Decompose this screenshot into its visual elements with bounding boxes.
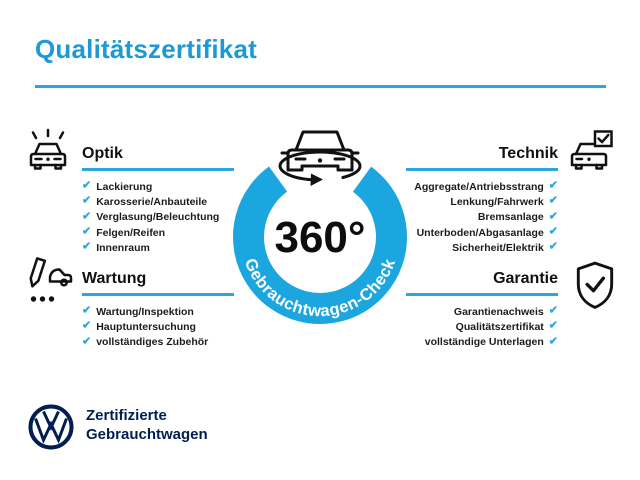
check-icon: ✔ — [548, 319, 558, 332]
list-item-label: Lackierung — [96, 180, 153, 193]
check-icon: ✔ — [548, 335, 558, 348]
car-shine-icon — [23, 127, 73, 179]
list-item-label: Bremsanlage — [477, 211, 544, 224]
section-heading-garantie: Garantie — [493, 270, 558, 287]
pencil-checklist-icon — [23, 256, 73, 306]
vw-logo — [27, 403, 75, 451]
check-icon: ✔ — [548, 304, 558, 317]
brand-claim — [86, 406, 208, 444]
car-rotate-icon — [280, 132, 360, 186]
list-item-label: vollständige Unterlagen — [424, 336, 544, 349]
check-icon: ✔ — [82, 319, 92, 332]
check-icon: ✔ — [82, 210, 92, 223]
list-item-label: Verglasung/Beleuchtung — [96, 211, 220, 224]
list-item-label: Karosserie/Anbauteile — [96, 195, 208, 208]
shield-check-icon — [574, 261, 616, 309]
list-item-label: Qualitätszertifikat — [455, 320, 544, 333]
check-icon: ✔ — [82, 335, 92, 348]
list-item-label: Unterboden/Abgasanlage — [416, 226, 544, 239]
check-icon: ✔ — [548, 194, 558, 207]
car-checkbox-icon — [566, 127, 616, 177]
check-icon: ✔ — [548, 179, 558, 192]
list-item-label: Sicherheit/Elektrik — [452, 241, 544, 254]
list-item-label: Felgen/Reifen — [96, 226, 166, 239]
check-icon: ✔ — [82, 194, 92, 207]
title-divider — [35, 85, 606, 88]
brand-line2: Gebrauchtwagen — [86, 426, 208, 443]
check-icon: ✔ — [82, 304, 92, 317]
section-heading-wartung: Wartung — [82, 270, 147, 287]
badge-value: 360° — [274, 213, 366, 262]
list-item-label: Aggregate/Antriebsstrang — [414, 180, 544, 193]
list-item-label: Garantienachweis — [453, 305, 544, 318]
badge-360 — [210, 120, 430, 345]
check-icon: ✔ — [548, 210, 558, 223]
list-item-label: Wartung/Inspektion — [96, 305, 194, 318]
section-heading-optik: Optik — [82, 145, 123, 162]
check-icon: ✔ — [548, 225, 558, 238]
check-icon: ✔ — [82, 240, 92, 253]
check-icon: ✔ — [82, 225, 92, 238]
section-heading-technik: Technik — [498, 145, 558, 162]
list-item-label: vollständiges Zubehör — [96, 336, 209, 349]
list-item-label: Innenraum — [96, 241, 150, 254]
brand-line1: Zertifizierte — [86, 407, 167, 424]
list-item-label: Lenkung/Fahrwerk — [450, 195, 544, 208]
page-title: Qualitätszertifikat — [35, 34, 257, 64]
check-icon: ✔ — [82, 179, 92, 192]
badge-ring-label: Gebrauchtwagen-Check — [240, 255, 400, 321]
list-item-label: Hauptuntersuchung — [96, 320, 196, 333]
check-icon: ✔ — [548, 240, 558, 253]
